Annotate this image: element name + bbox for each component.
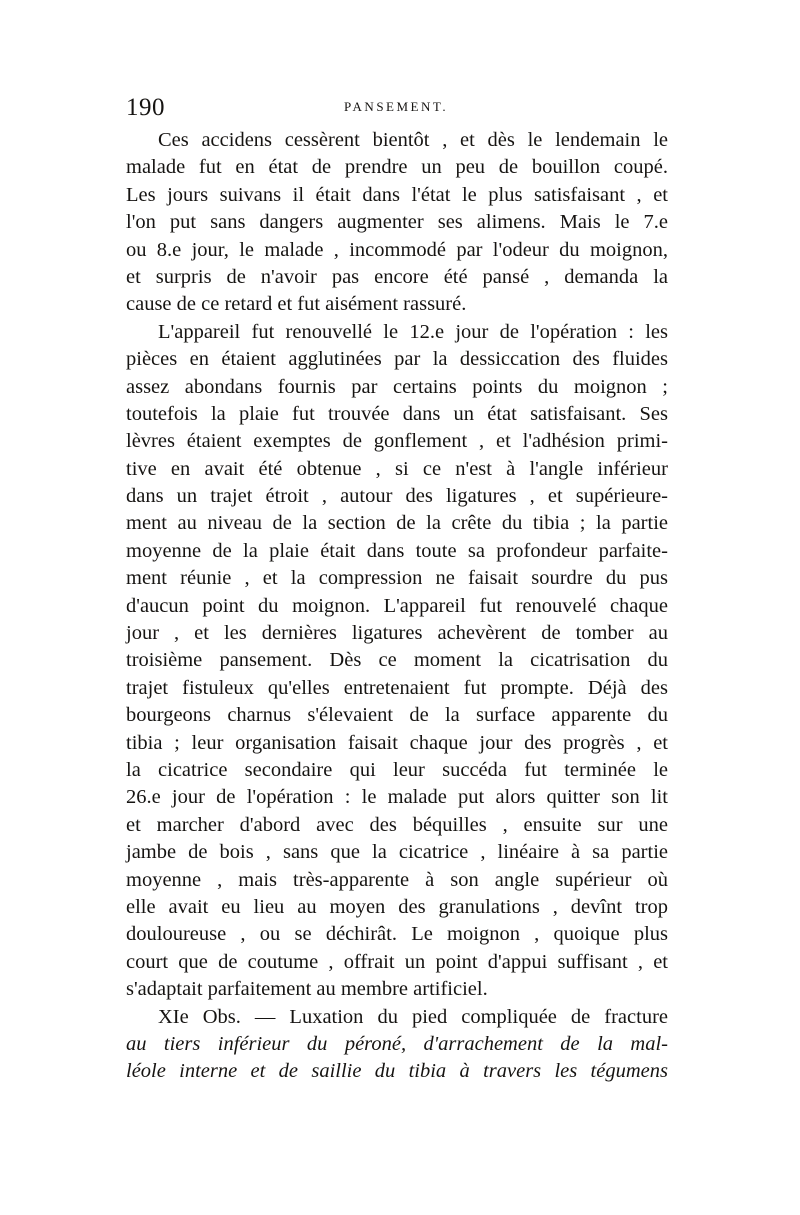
text-line: et surpris de n'avoir pas encore été pansé , demanda la (126, 265, 668, 288)
observation-title-line: XIe Obs. — Luxation du pied compliquée de fracture (158, 1005, 668, 1028)
paragraph-2 (126, 319, 668, 1004)
text-line: douloureuse , ou se déchirât. Le moignon , quoique plus (126, 923, 668, 946)
observation-title-line: au tiers inférieur du péroné, d'arrachement de la mal- (126, 1032, 668, 1055)
text-line: ou 8.e jour, le malade , incommodé par l'odeur du moignon, (126, 238, 668, 261)
text-line: cause de ce retard et fut aisément rassuré. (126, 293, 467, 316)
body-text (126, 127, 668, 1086)
paragraph-1 (126, 127, 668, 319)
text-line: la cicatrice secondaire qui leur succéda fut terminée le (126, 758, 668, 781)
text-line: assez abondans fournis par certains points du moignon ; (126, 375, 668, 398)
text-line: ment au niveau de la section de la crête du tibia ; la partie (126, 512, 668, 535)
text-line: malade fut en état de prendre un peu de bouillon coupé. (126, 156, 668, 179)
text-line: trajet fistuleux qu'elles entretenaient fut prompte. Déjà des (126, 676, 668, 699)
text-line: et marcher d'abord avec des béquilles , ensuite sur une (126, 813, 668, 836)
text-line: troisième pansement. Dès ce moment la cicatrisation du (126, 649, 668, 672)
text-line: l'on put sans dangers augmenter ses alimens. Mais le 7.e (126, 211, 668, 234)
text-line: d'aucun point du moignon. L'appareil fut renouvelé chaque (126, 594, 668, 617)
observation-title (126, 1004, 668, 1086)
text-line: toutefois la plaie fut trouvée dans un état satisfaisant. Ses (126, 402, 668, 425)
text-line: moyenne , mais très-apparente à son angle supérieur où (126, 868, 668, 891)
observation-title-line: léole interne et de saillie du tibia à travers les tégumens (126, 1060, 668, 1083)
text-line: tibia ; leur organisation faisait chaque jour des progrès , et (126, 731, 668, 754)
page-number: 190 (126, 94, 165, 121)
text-line: ment réunie , et la compression ne faisait sourdre du pus (126, 567, 668, 590)
text-line: bourgeons charnus s'élevaient de la surface apparente du (126, 704, 668, 727)
text-line: jour , et les dernières ligatures achevèrent de tomber au (126, 622, 668, 645)
page-header (126, 94, 686, 124)
text-line: Les jours suivans il était dans l'état le plus satisfaisant , et (126, 183, 668, 206)
text-line: court que de coutume , offrait un point d'appui suffisant , et (126, 950, 668, 973)
text-line: jambe de bois , sans que la cicatrice , linéaire à sa partie (126, 841, 668, 864)
text-line: elle avait eu lieu au moyen des granulations , devînt trop (126, 895, 668, 918)
text-line: moyenne de la plaie était dans toute sa profondeur parfaite- (126, 539, 668, 562)
text-line: lèvres étaient exemptes de gonflement , et l'adhésion primi- (126, 430, 668, 453)
text-line: pièces en étaient agglutinées par la dessiccation des fluides (126, 348, 668, 371)
text-line: 26.e jour de l'opération : le malade put alors quitter son lit (126, 786, 668, 809)
running-head: PANSEMENT. (344, 99, 449, 114)
text-line: s'adaptait parfaitement au membre artificiel. (126, 978, 488, 1001)
text-line: dans un trajet étroit , autour des ligatures , et supérieure- (126, 485, 668, 508)
text-line: tive en avait été obtenue , si ce n'est à l'angle inférieur (126, 457, 668, 480)
text-line: Ces accidens cessèrent bientôt , et dès le lendemain le (158, 129, 668, 151)
text-line: L'appareil fut renouvellé le 12.e jour de l'opération : les (158, 320, 668, 343)
